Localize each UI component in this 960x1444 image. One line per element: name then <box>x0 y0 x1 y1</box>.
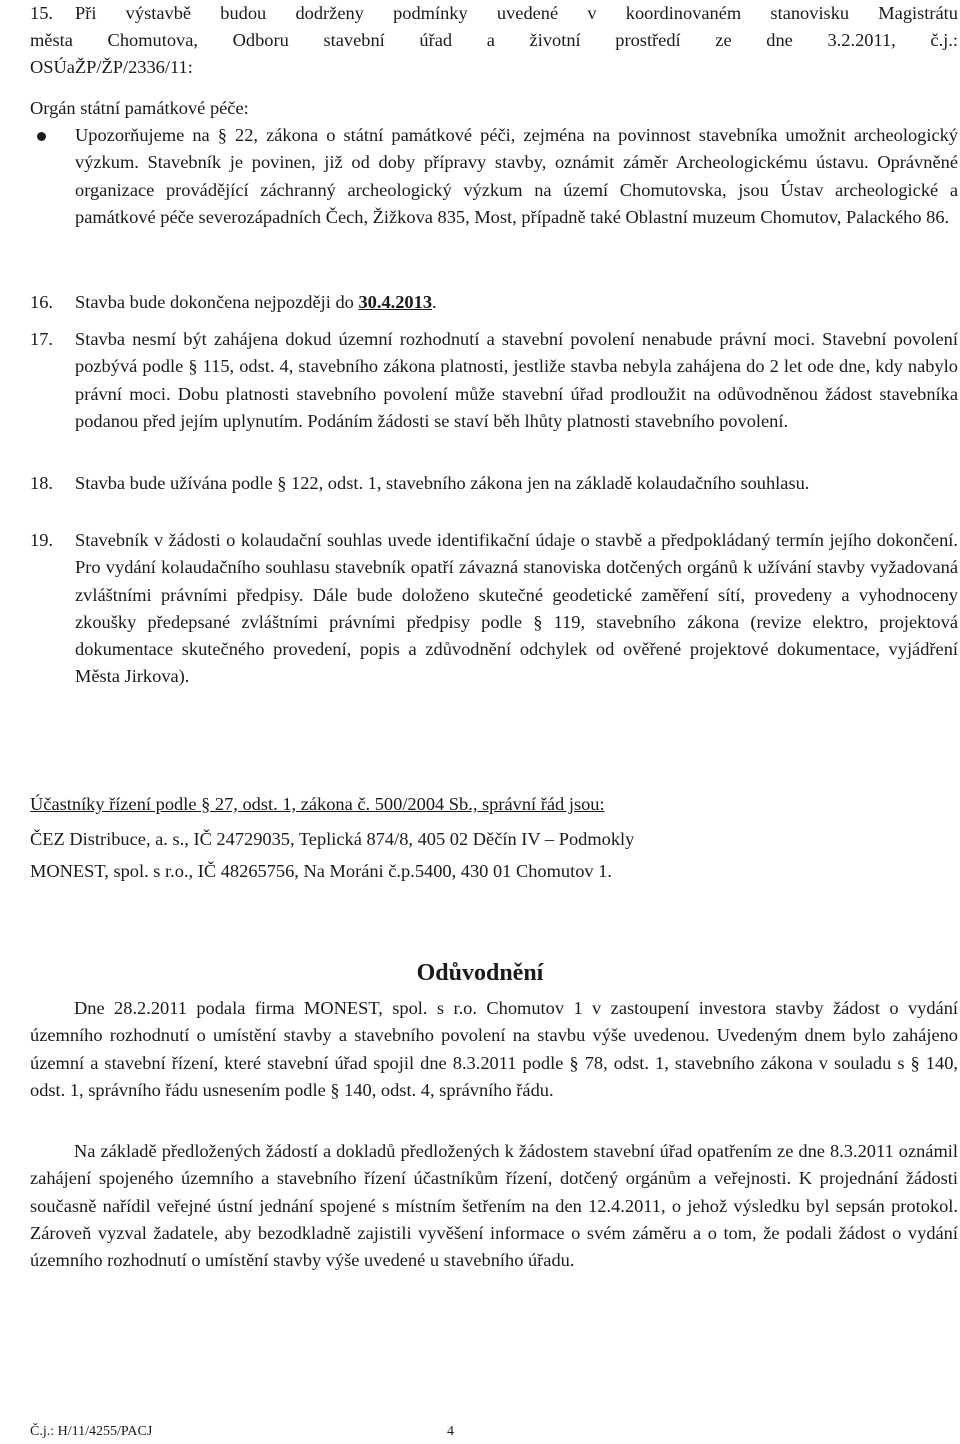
item-text: Stavebník v žádosti o kolaudační souhlas uvede identifikační údaje o stavbě a předpokládaný termín jejího dokončení. Pro vydání kolaudačního souhlasu stavebník opatří závazná stanoviska dotčených orgánů k užívání stavby vyžadovaná zvláštními právními předpisy. Dále bude doloženo skutečné geodetické zaměření sítí, provedeny a vyhodnoceny zkoušky předepsané zvláštními právními předpisy podle § 119, stavebního zákona (revize elektro, projektová dokumentace skutečného provedení, popis a zdůvodnění odchylek od ověřené projektové dokumentace, vyjádření Města Jirkova). <box>75 530 958 687</box>
section-label: Orgán státní památkové péče: <box>30 98 249 118</box>
page-number: 4 <box>447 1424 454 1439</box>
condition-17 <box>30 326 958 435</box>
reasoning-paragraph-2: Na základě předložených žádostí a dokladů předložených k žádostem stavební úřad opatřením ze dne 8.3.2011 oznámil zahájení spojeného územního a stavebního řízení účastníkům řízení, dotčený orgánům a veřejnosti. K projednání žádosti současně nařídil veřejné ústní jednání spojené s místním šetřením na den 12.4.2011, o jehož výsledku byl sepsán protokol. Zároveň vyzval žadatele, aby bezodkladně zajistili vyvěšení informace o svém záměru a o tom, že podali žádost o vydání územního rozhodnutí o umístění stavby výše uvedené u stavebního úřadu. <box>30 1141 958 1271</box>
condition-15 <box>30 0 958 27</box>
deadline-date: 30.4.2013 <box>358 292 433 312</box>
item-number: 19. <box>30 530 53 550</box>
participants-heading: Účastníky řízení podle § 27, odst. 1, zákona č. 500/2004 Sb., správní řád jsou: <box>30 794 605 814</box>
item-line-3: OSÚaŽP/ŽP/2336/11: <box>30 57 193 77</box>
item-number: 16. <box>30 292 53 312</box>
condition-18 <box>30 470 958 497</box>
participant-line: ČEZ Distribuce, a. s., IČ 24729035, Teplická 874/8, 405 02 Děčín IV – Podmokly <box>30 829 635 849</box>
item-text: Stavba bude užívána podle § 122, odst. 1, stavebního zákona jen na základě kolaudačního souhlasu. <box>75 473 810 493</box>
reasoning-paragraph-1: Dne 28.2.2011 podala firma MONEST, spol. s r.o. Chomutov 1 v zastoupení investora stavby žádost o vydání územního rozhodnutí o umístění stavby a stavebního povolení na stavbu výše uvedenou. Uvedeným dnem bylo zahájeno územní a stavební řízení, které stavební úřad spojil dne 8.3.2011 podle § 78, odst. 1, stavebního zákona v souladu s § 140, odst. 1, správního řádu usnesením podle § 140, odst. 4, správního řádu. <box>30 998 958 1100</box>
item-text-part: Stavba bude dokončena nejpozději do <box>75 292 359 312</box>
item-number: 15. <box>30 3 53 23</box>
item-line-1: Při výstavbě budou dodrženy podmínky uvedené v koordinovaném stanovisku Magistrátu <box>75 3 958 23</box>
condition-16 <box>30 289 958 316</box>
bullet-text: Upozorňujeme na § 22, zákona o státní památkové péči, zejména na povinnost stavebníka umožnit archeologický výzkum. Stavebník je povinen, již od doby přípravy stavby, oznámit záměr Archeologickému ústavu. Oprávněné organizace provádějící záchranný archeologický výzkum na území Chomutovska, jsou Ústav archeologické a památkové péče severozápadních Čech, Žižkova 835, Most, případně také Oblastní muzeum Chomutov, Palackého 86. <box>75 125 958 227</box>
item-number: 18. <box>30 473 53 493</box>
item-number: 17. <box>30 329 53 349</box>
bullet-icon <box>37 132 46 141</box>
item-line-2: města Chomutova, Odboru stavební úřad a životní prostředí ze dne 3.2.2011, č.j.: <box>30 30 958 50</box>
condition-19 <box>30 527 958 691</box>
item-text: Stavba nesmí být zahájena dokud územní rozhodnutí a stavební povolení nenabude právní moci. Stavební povolení pozbývá podle § 115, odst. 4, stavebního zákona platnosti, jestliže stavba nebyla zahájena do 2 let ode dne, kdy nabylo právní moci. Dobu platnosti stavebního povolení může stavební úřad prodloužit na odůvodněnou žádost stavebníka podanou před jejím uplynutím. Podáním žádosti se staví běh lhůty platnosti stavebního povolení. <box>75 329 958 431</box>
participant-line: MONEST, spol. s r.o., IČ 48265756, Na Moráni č.p.5400, 430 01 Chomutov 1. <box>30 861 613 881</box>
item-text <box>75 289 958 316</box>
list-item <box>30 122 958 231</box>
item-text-part: . <box>432 292 437 312</box>
document-reference: Č.j.: H/11/4255/PACJ <box>30 1424 153 1439</box>
section-title: Odůvodnění <box>416 960 544 986</box>
